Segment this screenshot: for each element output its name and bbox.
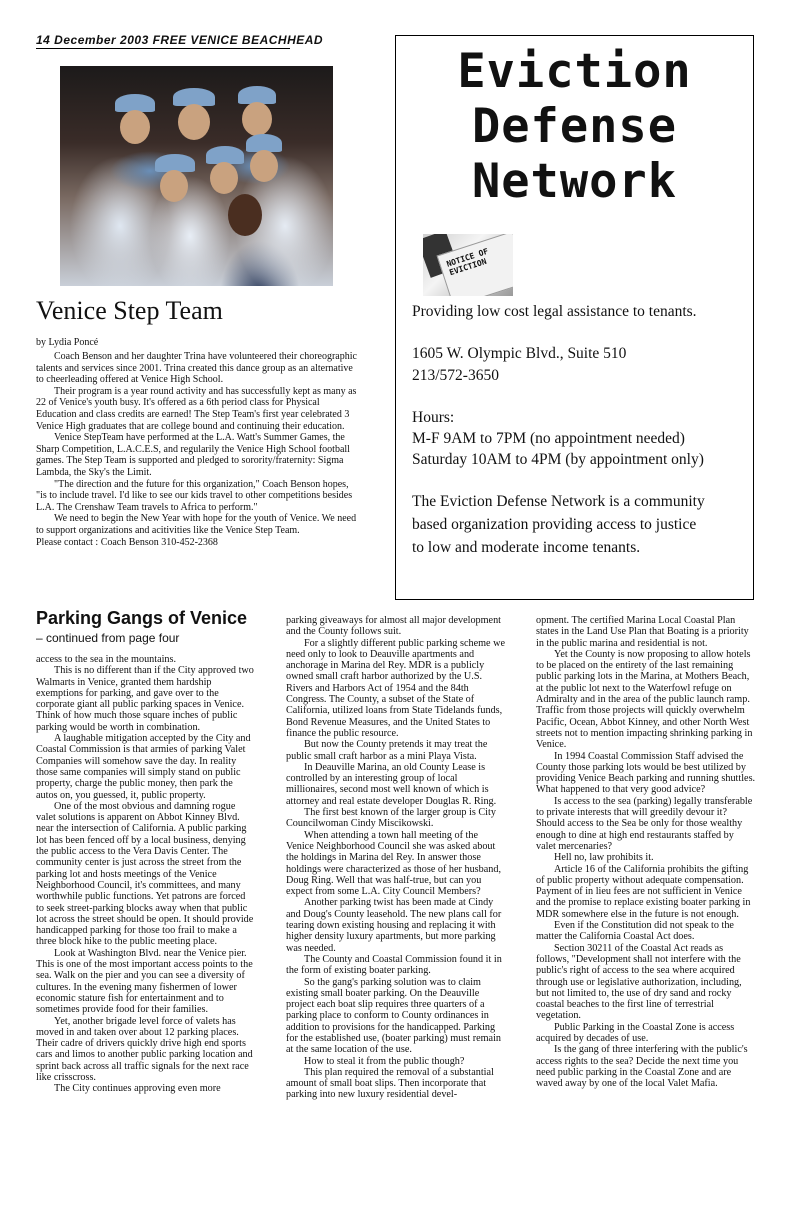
parking-paragraph: For a slightly different public parking scheme we need only to look to Deauville apartments and anchorage in Marina del Rey. MDR is a publicly owned small craft harbor authorized by the U.S. Rivers and Harbors Act of 1954 and the 84th Congress. The County, a subset of the State of California, utilized loans from State Tidelands funds, Bond Revenue Measures, and the United States to finance the public resource. bbox=[286, 637, 505, 739]
parking-paragraph: Yet the County is now proposing to allow hotels to be placed on the entirety of the last remaining public parking lots in the Marina, at Mothers Beach, at the public lot next to the Waterfowl refuge on Admiralty and in the area of the public launch ramp. Traffic from those projects will quickly overwhelm Pacific, Ocean, Abbot Kinney, and other North West streets not to mention impacting shrinking parking in Venice. bbox=[536, 648, 753, 751]
step-team-paragraph: Venice StepTeam have performed at the L.A. Watt's Summer Games, the Sharp Competition, L.A.C.E.S, and regularily the Venice High School football games. The Step Team is supported and pledged to sorority/fraternity: Sigma Lambda, the Sky's the Limit. bbox=[36, 432, 350, 478]
edn-hours-label: Hours: bbox=[412, 409, 455, 426]
edn-title-line: Network bbox=[471, 154, 678, 209]
parking-paragraph: A laughable mitigation accepted by the City and Coastal Commission is that armies of parking Valet Companies will somehow save the day. In reality those same companies will simply stand on public property, charge the public money, then park the autos on, you guessed, it, public property. bbox=[36, 733, 251, 801]
page-header: 14 December 2003 FREE VENICE BEACHHEAD bbox=[36, 33, 324, 47]
parking-column-2 bbox=[286, 615, 506, 1101]
parking-column-3 bbox=[536, 615, 756, 1089]
edn-title bbox=[395, 44, 754, 209]
parking-article-subtitle: – continued from page four bbox=[36, 631, 180, 645]
parking-paragraph: In 1994 Coastal Commission Staff advised the County those parking lots would be best utilized by providing Venice Beach parking and running shuttles. What happened to that very good advice? bbox=[536, 750, 756, 796]
parking-paragraph: Yet, another brigade level force of valets has moved in and taken over about 12 parking places. Their cadre of drivers quickly drive high end sports cars and limos to another public parking location and sprint back across all traffic signals for the next race like crisscross. bbox=[36, 1015, 253, 1083]
step-team-paragraph: "The direction and the future for this organization," Coach Benson hopes, "is to include travel. I'd like to see our kids travel to other competitions besides L.A. The Crenshaw Team travels to Africa to perform." bbox=[36, 478, 353, 513]
parking-paragraph: Is access to the sea (parking) legally transferable to private interests that will greedily devour it? Should access to the Sea be only for those wealthy enough to dine at high end restaurants staffed by valet mercenaries? bbox=[536, 795, 753, 852]
parking-paragraph: Article 16 of the California prohibits the gifting of public property without adequate compensation. Payment of in lieu fees are not sufficient in Venice and the promise to replace existing boater parking in MDR somewhere else in the future is not enough. bbox=[536, 863, 751, 920]
parking-paragraph: This is no different than if the City approved two Walmarts in Venice, granted them hardship exemptions for parking, and gave over to the corporate giant all public parking spaces in Venice. Think of how much those square inches of public parking would be worth in combination. bbox=[36, 665, 254, 733]
parking-paragraph: opment. The certified Marina Local Coastal Plan states in the Land Use Plan that Boating is a priority in the public marina and residential is not. bbox=[536, 615, 749, 649]
edn-hours-line1: M-F 9AM to 7PM (no appointment needed) bbox=[412, 430, 685, 447]
step-team-contact: Please contact : Coach Benson 310-452-2368 bbox=[36, 536, 218, 548]
parking-column-1 bbox=[36, 654, 254, 1095]
parking-paragraph: access to the sea in the mountains. bbox=[36, 654, 177, 665]
step-team-paragraph: Coach Benson and her daughter Trina have volunteered their choreographic talents and services since 2001. Trina created this dance group as an alternative to cheerleading offered at Venice High School. bbox=[36, 351, 357, 386]
step-team-paragraph: Their program is a year round activity and has successfully kept as many as 22 of Venice's youth busy. It's offered as a 6th period class for Physical Education and class credits are earned! The Step Team's first year celebrated 3 Venice High graduates that are college bound and continuing their education. bbox=[36, 385, 357, 432]
parking-paragraph: The City continues approving even more bbox=[54, 1083, 221, 1095]
parking-paragraph: But now the County pretends it may treat the public small craft harbor as a mini Playa Vista. bbox=[286, 739, 488, 762]
step-team-byline: by Lydia Poncé bbox=[36, 337, 99, 348]
parking-paragraph: This plan required the removal of a substantial amount of small boat slips. Then incorporate that parking into new luxury residential devel- bbox=[286, 1066, 494, 1101]
parking-paragraph: In Deauville Marina, an old County Lease is controlled by an interesting group of local millionaires, second most well known of which is attorney and real estate developer Douglas R. Ring. bbox=[286, 761, 497, 807]
edn-address-line1: 1605 W. Olympic Blvd., Suite 510 bbox=[412, 345, 627, 362]
parking-paragraph: Even if the Constitution did not speak to the matter the California Coastal Act does. bbox=[536, 920, 734, 943]
step-team-body bbox=[36, 351, 358, 548]
edn-description-line: based organization providing access to justice bbox=[412, 516, 697, 533]
parking-article-title: Parking Gangs of Venice bbox=[36, 608, 248, 628]
parking-paragraph: Is the gang of three interfering with the public's access rights to the sea? Decide the next time you need public parking in the Coastal Zone and are waved away by one of the local Valet Mafia. bbox=[536, 1044, 748, 1090]
parking-paragraph: Look at Washington Blvd. near the Venice pier. This is one of the most important access points to the sea. Walk on the pier and you can see a diversity of cultures. In the evening many fishermen of lower economic stature fish for entertainment and to sometimes provide food for their families. bbox=[36, 947, 253, 1016]
edn-tagline: Providing low cost legal assistance to tenants. bbox=[412, 303, 697, 320]
parking-paragraph: The first best known of the larger group is City Councilwoman Cindy Miscikowski. bbox=[286, 807, 496, 830]
parking-paragraph: parking giveaways for almost all major development and the County follows suit. bbox=[286, 615, 502, 638]
edn-description-line: to low and moderate income tenants. bbox=[412, 539, 641, 556]
parking-paragraph: So the gang's parking solution was to claim existing small boater parking. On the Deauville project each boat slip requires three quarters of a parking place to conform to County ordinances in addition to provisions for the handicapped. Parking for the established use, (boater parking) must remain at the same location of the use. bbox=[286, 976, 502, 1056]
step-team-title: Venice Step Team bbox=[36, 296, 223, 325]
step-team-paragraph: We need to begin the New Year with hope for the youth of Venice. We need to support organizations and acitivities like the Venice Step Team. bbox=[36, 513, 357, 536]
edn-description-line: The Eviction Defense Network is a community bbox=[412, 493, 705, 510]
parking-paragraph: How to steal it from the public though? bbox=[304, 1055, 465, 1067]
parking-paragraph: The County and Coastal Commission found it in the form of existing boater parking. bbox=[286, 953, 502, 977]
edn-address-line2: 213/572-3650 bbox=[412, 367, 499, 384]
parking-paragraph: When attending a town hall meeting of the Venice Neighborhood Council she was asked about the holdings in Marina del Rey. In answer those holdings were characterized as those of her husband, Doug Ring. Well that was half-true, but can you expect from some L.A. City Council Members? bbox=[286, 829, 501, 898]
edn-title-line: Defense bbox=[471, 99, 678, 154]
parking-paragraph: One of the most obvious and damning rogue valet solutions is apparent on Abbot Kinney Blvd. near the intersection of California. A public parking lot has been fenced off by a local business, denying the public access to the Vera Davis Center. The community center is just across the street from the parking lot and hosts meetings of the Venice Neighborhood Council, it's committees, and many worthwhile public functions. Yet patrons are forced to seek street-parking blocks away when that public lot across the street should be open. It should provide handicapped parking for those too frail to make a three block hike to the public meeting place. bbox=[36, 800, 254, 948]
parking-paragraph: Public Parking in the Coastal Zone is access acquired by decades of use. bbox=[536, 1021, 735, 1044]
eviction-notice-image bbox=[423, 234, 513, 296]
parking-paragraph: Another parking twist has been made at Cindy and Doug's County leasehold. The new plans call for tearing down existing housing and replacing it with higher density luxury apartments, but more parking was needed. bbox=[286, 897, 502, 954]
notice-text: NOTICE OF EVICTION bbox=[445, 246, 490, 278]
edn-title-line: Eviction bbox=[457, 44, 692, 99]
step-team-photo bbox=[60, 66, 333, 286]
parking-paragraph: Section 30211 of the Coastal Act reads as follows, "Development shall not interfere with the public's right of access to the sea where acquired through use or legislative authorization, including, but not limited to, the use of dry sand and rocky coastal beaches to the first line of terrestrial vegetation. bbox=[536, 942, 742, 1022]
parking-paragraph: Hell no, law prohibits it. bbox=[554, 852, 654, 864]
edn-hours-line2: Saturday 10AM to 4PM (by appointment only) bbox=[412, 451, 704, 468]
